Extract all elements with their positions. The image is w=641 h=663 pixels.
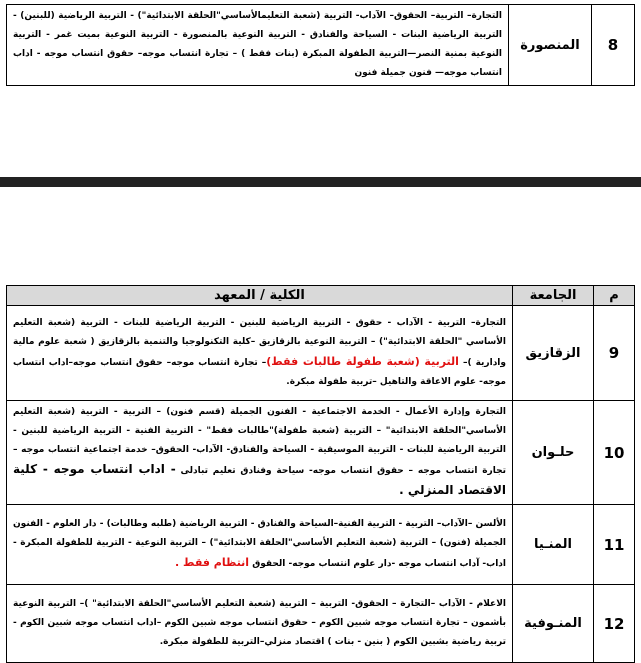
faculties-text: التجارة– التربية - الآداب - حقوق - التربية الرياضية للبنين - التربية الرياضية للبنات - التربية (شعبة التعليم الأساسي "الحلقة الابتدائية") – التربية النوعية بالزقازيق –كلية التكنولوجيا والتنمية بالزقازيق ( شعبة علوم مالية وادارية )– [13,318,506,368]
section-divider [0,177,641,187]
row-number: 8 [592,5,635,86]
faculties-highlight: التربية (شعبة طفولة طالبات فقط) [266,355,459,368]
table-row [7,306,635,401]
row-number: 12 [594,585,635,663]
faculties-cell: التجارة– التربية– الحقوق– الآداب- التربية (شعبة التعليمالأساسي"الحلقة الابتدائية") - التربية الرياضية (للبنين) - التربية الرياضية البنات - السياحة والفنادق - التربية النوعية بالمنصورة - التربية النوعية بميت غمر - التربية النوعية بمنية النصر—التربية الطفولة المبكرة (بنات فقط ) – تجارة انتساب موجه– حقوق انتساب موجه - اداب انتساب موجه— فنون جميلة فنون [7,5,509,86]
university-name: المنـيا [513,505,594,585]
table-row [7,585,635,663]
universities-table [6,285,635,663]
university-name: حلـوان [513,401,594,505]
header-faculties: الكلية / المعهد [7,286,513,306]
table-row [7,5,635,86]
faculties-cell [7,306,513,401]
university-name: الزقازيق [513,306,594,401]
faculties-cell [7,401,513,505]
table-row [7,401,635,505]
faculties-text: الألسن –الآداب– التربية - التربية الفنية–السياحة والفنادق - التربية الرياضية (طلبه وطالبات) - دار العلوم - الفنون الجميلة (فنون) – التربية (شعبة التعليم الأساسي"الحلقة الابتدائية") – التربية النوعية - التربية للطفولة المبكرة - اداب- آداب انتساب موجه -دار علوم انتساب موجه- الحقوق [13,519,506,569]
faculties-text-continued: – تجارة انتساب موجه– حقوق انتساب موجه–اداب انتساب موجه- علوم الاعاقة والتاهيل –تربية طفولة مبكرة. [13,358,506,387]
table-header-row [7,286,635,306]
faculties-cell: الاعلام - الآداب –التجارة – الحقوق- التربية – التربية (شعبة التعليم الأساسي"الحلقة الابتدائية" )– التربية النوعية بأشمون – تجارة انتساب موجه شبين الكوم – حقوق انتساب موجه شبين الكوم –اداب انتساب موجه شبين الكوم - تربية رياضية بشبين الكوم ( بنين - بنات ) اقتصاد منزلي–التربية للطفولة مبكرة. [7,585,513,663]
table-row [7,505,635,585]
top-table [6,4,635,86]
faculties-highlight: انتظام فقط . [175,556,250,569]
faculties-text: التجارة وإدارة الأعمال - الخدمة الاجتماعية - الفنون الجميلة (قسم فنون) – التربية - التربية (شعبة التعليم الأساسي"الحلقة الابتدائية" – التربية (شعبة طفولة)"طالبات فقط" - التربية الفنية - التربية الرياضية للبنين - التربية الرياضية للبنات - التربية الموسيقية - السياحة والفنادق- الآداب- الحقوق– خدمة اجتماعية انتساب موجه – تجارة انتساب موجه – حقوق انتساب موجه- سياحة وفنادق تعليم تبادلى [13,407,506,476]
row-number: 11 [594,505,635,585]
university-name: المنصورة [509,5,592,86]
faculties-emphasis: - اداب انتساب موجه - كلية الاقتصاد المنزلي . [13,462,506,497]
row-number: 10 [594,401,635,505]
header-university: الجامعة [513,286,594,306]
university-name: المنـوفية [513,585,594,663]
row-number: 9 [594,306,635,401]
faculties-cell [7,505,513,585]
header-num: م [594,286,635,306]
